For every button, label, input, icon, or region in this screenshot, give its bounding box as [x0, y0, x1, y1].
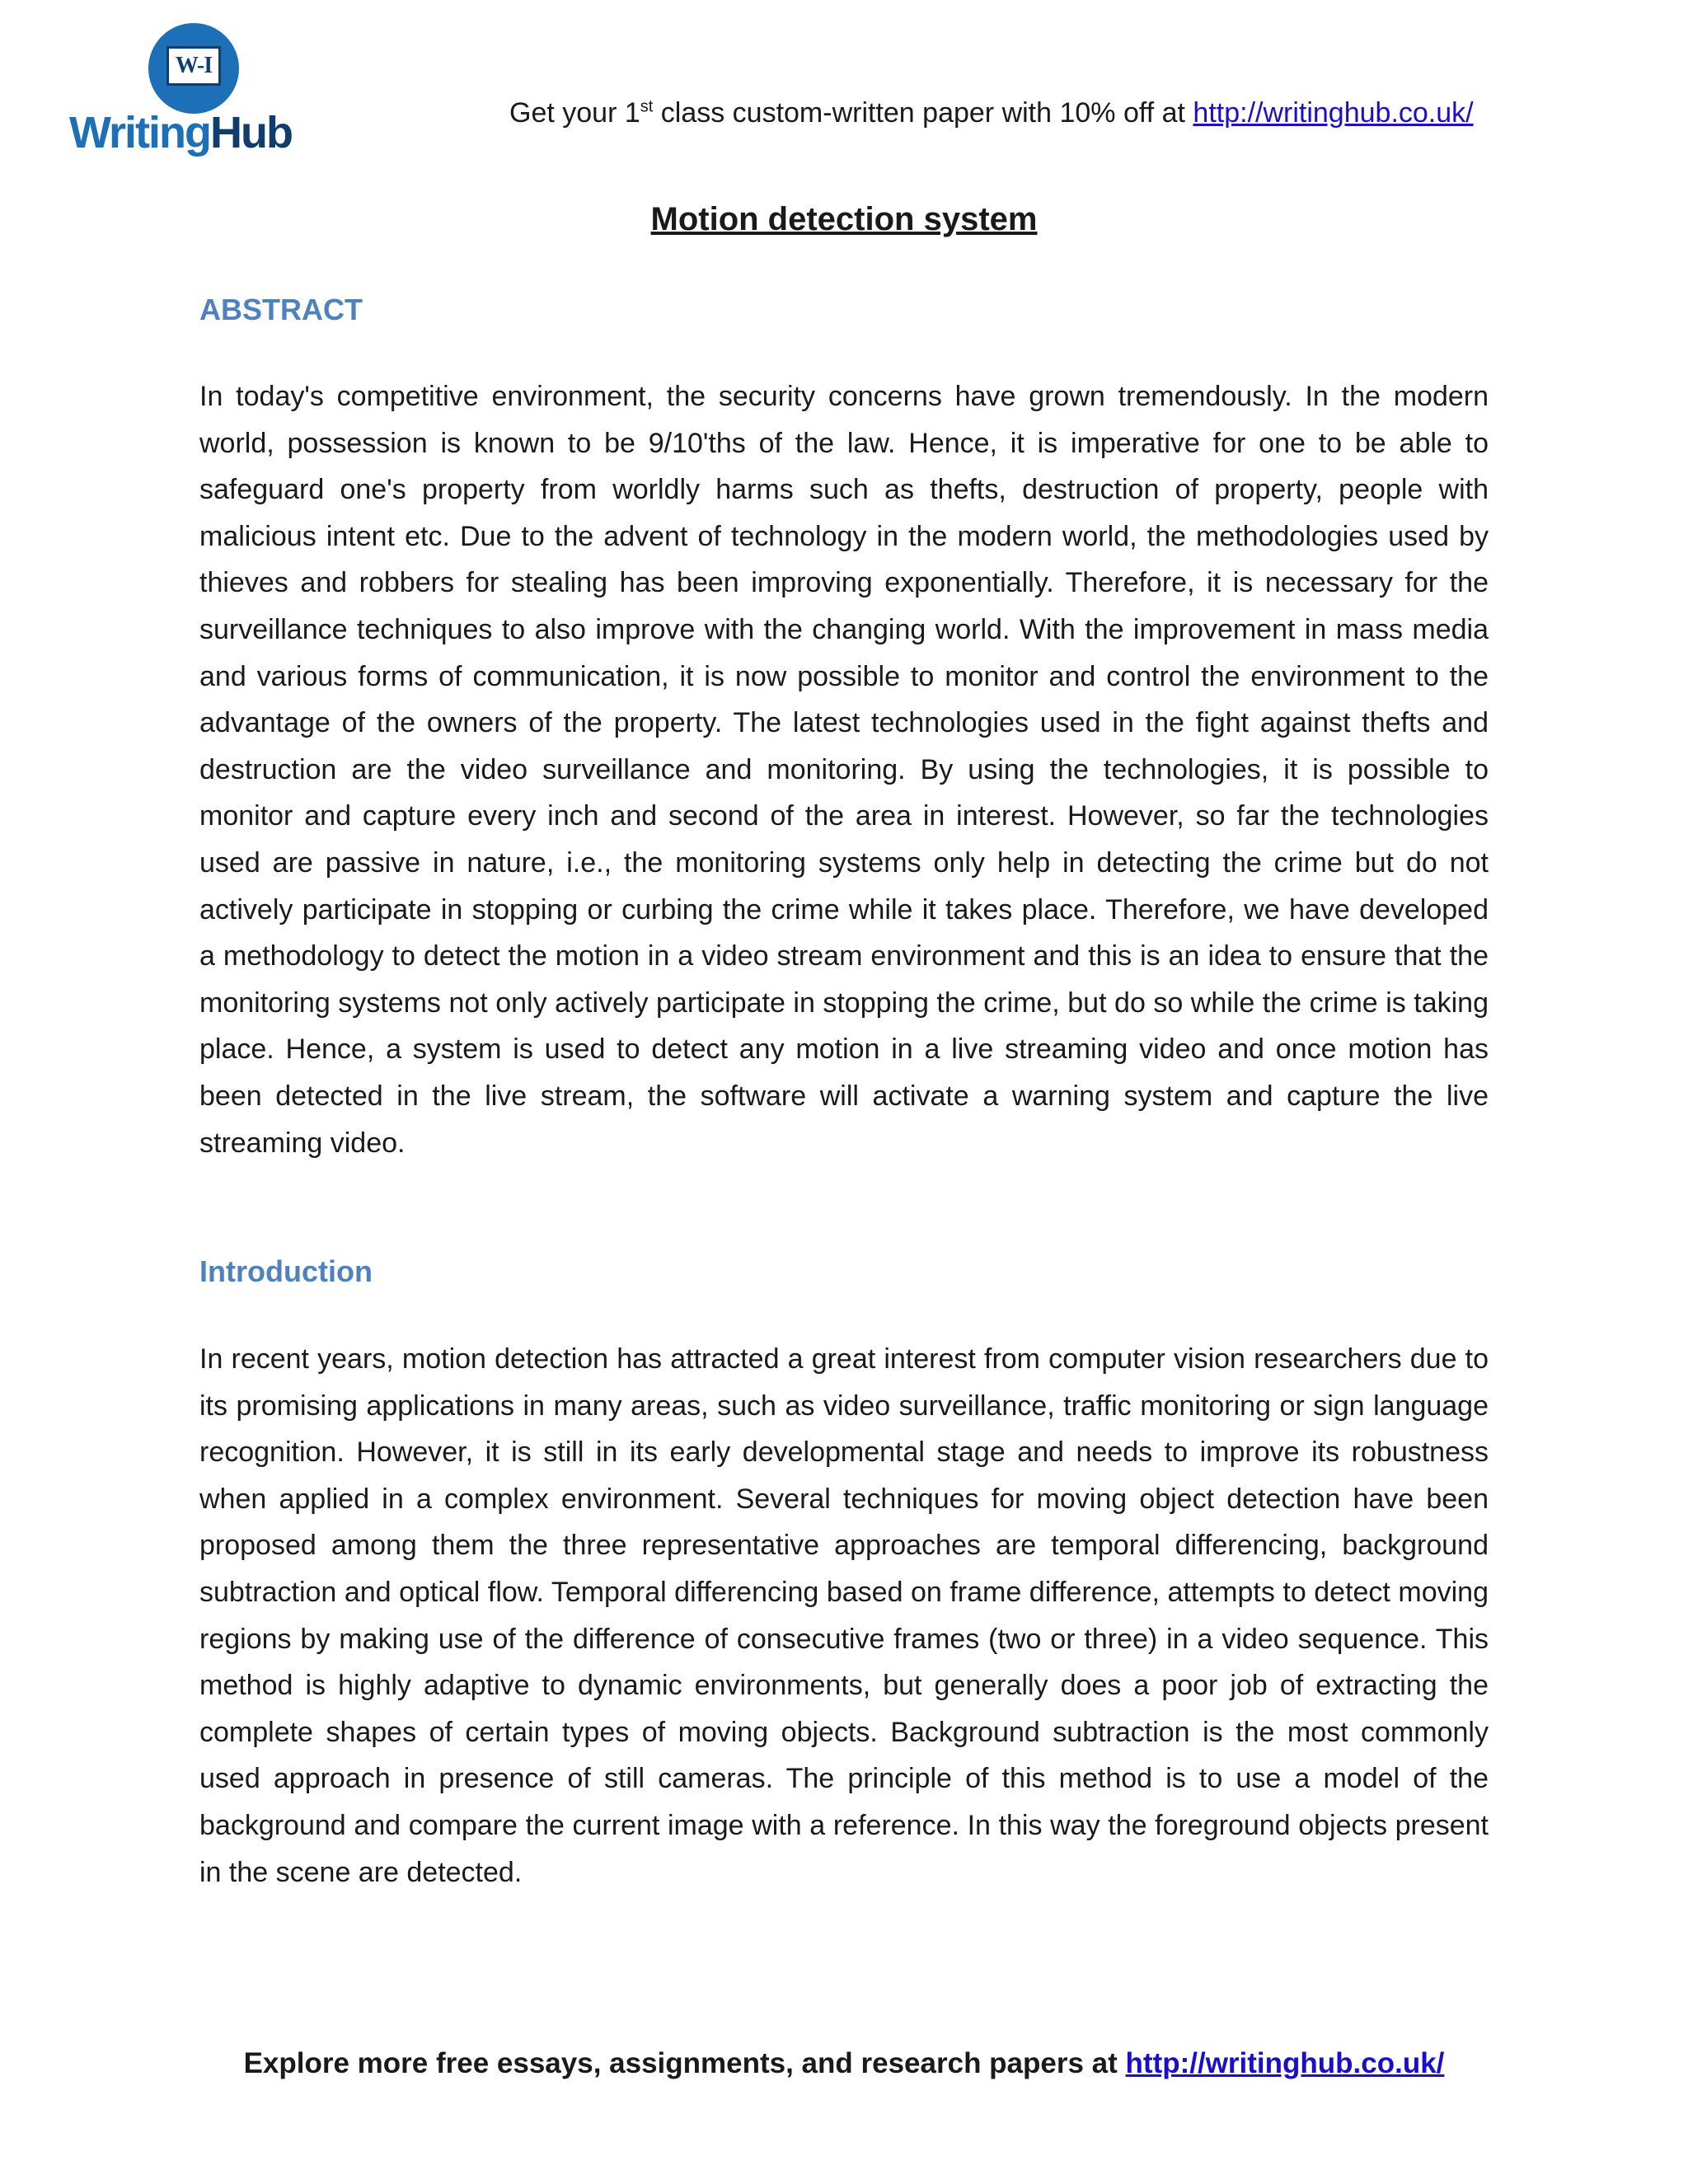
logo-wordmark [69, 107, 292, 158]
section-heading-introduction: Introduction [199, 1254, 373, 1288]
logo-wordmark-part1: Writing [69, 108, 210, 157]
footer-link[interactable]: http://writinghub.co.uk/ [1125, 2047, 1445, 2079]
writinghub-logo[interactable] [69, 23, 333, 163]
header-superscript: st [640, 97, 654, 116]
section-body-introduction: In recent years, motion detection has attracted a great interest from computer vision researchers due to its promising applications in many areas, such as video surveillance, traffic monitoring or sign language recognition. However, it is still in its early developmental stage and needs to improve its robustness when applied in a complex environment. Several techniques for moving object detection have been proposed among them the three representative approaches are temporal differencing, background subtraction and optical flow. Temporal differencing based on frame difference, attempts to detect moving regions by making use of the difference of consecutive frames (two or three) in a video sequence. This method is highly adaptive to dynamic environments, but generally does a poor job of extracting the complete shapes of certain types of moving objects. Background subtraction is the most commonly used approach in presence of still cameras. The principle of this method is to use a model of the background and compare the current image with a reference. In this way the foreground objects present in the scene are detected. [199, 1343, 1489, 1888]
footer-text: Explore more free essays, assignments, and research papers at [243, 2047, 1126, 2079]
footer-promo [0, 2047, 1688, 2080]
header-promo [509, 97, 1474, 129]
header-link[interactable]: http://writinghub.co.uk/ [1193, 97, 1474, 129]
document-title: Motion detection system [650, 201, 1038, 237]
header-text-after: class custom-written paper with 10% off at [653, 97, 1193, 129]
header-text-before: Get your 1 [509, 97, 640, 129]
section-heading-abstract: ABSTRACT [199, 293, 363, 326]
section-body-abstract: In today's competitive environment, the security concerns have grown tremendously. In the modern world, possession is known to be 9/10'ths of the law. Hence, it is imperative for one to be able to safeguard one's property from worldly harms such as thefts, destruction of property, people with malicious intent etc. Due to the advent of technology in the modern world, the methodologies used by thieves and robbers for stealing has been improving exponentially. Therefore, it is necessary for the surveillance techniques to also improve with the changing world. With the improvement in mass media and various forms of communication, it is now possible to monitor and control the environment to the advantage of the owners of the property. The latest technologies used in the fight against thefts and destruction are the video surveillance and monitoring. By using the technologies, it is possible to monitor and capture every inch and second of the area in interest. However, so far the technologies used are passive in nature, i.e., the monitoring systems only help in detecting the crime but do not actively participate in stopping or curbing the crime while it takes place. Therefore, we have developed a methodology to detect the motion in a video stream environment and this is an idea to ensure that the monitoring systems not only actively participate in stopping the crime, but do so while the crime is taking place. Hence, a system is used to detect any motion in a live streaming video and once motion has been detected in the live stream, the software will activate a warning system and capture the live streaming video. [199, 381, 1489, 1159]
logo-book-icon: W-I [166, 46, 221, 86]
logo-wordmark-part2: Hub [209, 108, 292, 157]
